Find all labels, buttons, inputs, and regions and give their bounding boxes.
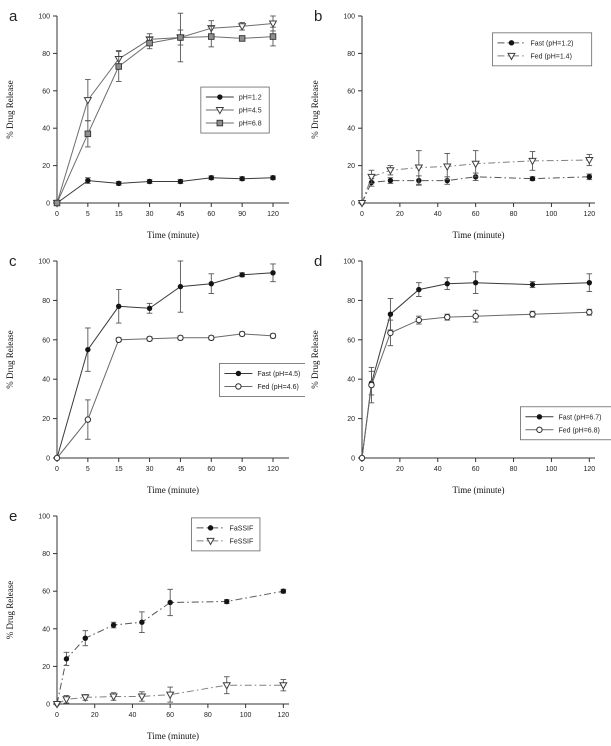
svg-text:20: 20 bbox=[42, 163, 50, 171]
svg-text:Time (minute): Time (minute) bbox=[452, 230, 505, 240]
svg-text:60: 60 bbox=[42, 337, 50, 345]
svg-text:a: a bbox=[9, 8, 18, 25]
svg-text:pH=6.8: pH=6.8 bbox=[238, 120, 262, 128]
svg-text:0: 0 bbox=[351, 200, 355, 208]
svg-text:100: 100 bbox=[38, 258, 50, 266]
panel-a-cell bbox=[0, 0, 305, 245]
svg-text:Fed (pH=4.6): Fed (pH=4.6) bbox=[257, 383, 299, 391]
svg-text:20: 20 bbox=[90, 712, 99, 719]
svg-text:Fast (pH=4.5): Fast (pH=4.5) bbox=[257, 370, 301, 378]
svg-text:120: 120 bbox=[583, 466, 596, 473]
svg-text:120: 120 bbox=[267, 211, 279, 218]
svg-text:20: 20 bbox=[395, 211, 404, 218]
svg-text:40: 40 bbox=[347, 376, 355, 384]
svg-text:30: 30 bbox=[145, 211, 154, 218]
svg-text:0: 0 bbox=[46, 200, 50, 208]
svg-text:100: 100 bbox=[38, 13, 50, 21]
svg-text:Time (minute): Time (minute) bbox=[147, 485, 199, 495]
svg-text:Time (minute): Time (minute) bbox=[147, 731, 199, 741]
svg-text:90: 90 bbox=[238, 211, 247, 218]
svg-text:d: d bbox=[314, 253, 323, 270]
svg-text:45: 45 bbox=[176, 211, 185, 218]
svg-text:100: 100 bbox=[38, 513, 50, 521]
panel-c-chart bbox=[0, 245, 305, 500]
svg-text:FeSSIF: FeSSIF bbox=[229, 538, 254, 546]
svg-text:0: 0 bbox=[360, 211, 364, 218]
svg-text:30: 30 bbox=[145, 466, 154, 473]
svg-text:80: 80 bbox=[347, 297, 355, 305]
svg-text:b: b bbox=[314, 8, 323, 25]
panel-a-chart bbox=[0, 0, 305, 245]
svg-text:% Drug Release: % Drug Release bbox=[5, 330, 15, 389]
svg-text:100: 100 bbox=[343, 13, 355, 21]
svg-text:% Drug Release: % Drug Release bbox=[310, 330, 320, 389]
svg-text:Time (minute): Time (minute) bbox=[452, 485, 505, 495]
panel-c-cell bbox=[0, 245, 305, 500]
svg-text:0: 0 bbox=[351, 455, 355, 463]
svg-text:pH=4.5: pH=4.5 bbox=[238, 107, 262, 115]
svg-text:120: 120 bbox=[583, 211, 596, 218]
svg-text:FaSSIF: FaSSIF bbox=[229, 525, 254, 533]
svg-text:15: 15 bbox=[114, 466, 123, 473]
svg-text:40: 40 bbox=[433, 466, 442, 473]
svg-text:45: 45 bbox=[176, 466, 185, 473]
svg-text:90: 90 bbox=[238, 466, 247, 473]
svg-text:60: 60 bbox=[471, 466, 480, 473]
svg-text:Fed (pH=6.8): Fed (pH=6.8) bbox=[558, 427, 600, 435]
svg-text:Fast (pH=6.7): Fast (pH=6.7) bbox=[558, 414, 602, 422]
svg-text:40: 40 bbox=[347, 125, 355, 133]
svg-text:40: 40 bbox=[42, 626, 50, 634]
svg-text:20: 20 bbox=[347, 163, 355, 171]
svg-text:0: 0 bbox=[46, 455, 50, 463]
svg-text:0: 0 bbox=[46, 701, 50, 709]
panel-e-chart bbox=[0, 500, 305, 746]
svg-text:40: 40 bbox=[42, 376, 50, 384]
svg-text:80: 80 bbox=[42, 297, 50, 305]
svg-text:20: 20 bbox=[42, 416, 50, 424]
svg-text:60: 60 bbox=[166, 712, 175, 719]
svg-text:% Drug Release: % Drug Release bbox=[5, 580, 15, 640]
svg-text:Time (minute): Time (minute) bbox=[147, 230, 199, 240]
svg-text:80: 80 bbox=[42, 551, 50, 559]
panel-b-cell bbox=[305, 0, 611, 245]
svg-text:100: 100 bbox=[545, 211, 558, 218]
svg-text:% Drug Release: % Drug Release bbox=[5, 80, 15, 139]
svg-text:40: 40 bbox=[42, 125, 50, 133]
svg-text:100: 100 bbox=[545, 466, 558, 473]
svg-text:60: 60 bbox=[347, 337, 355, 345]
svg-text:80: 80 bbox=[509, 466, 518, 473]
panel-d-cell bbox=[305, 245, 611, 500]
svg-text:c: c bbox=[9, 253, 17, 270]
svg-text:0: 0 bbox=[55, 211, 59, 218]
svg-text:Fast (pH=1.2): Fast (pH=1.2) bbox=[530, 40, 574, 48]
svg-text:20: 20 bbox=[395, 466, 404, 473]
svg-text:Fed (pH=1.4): Fed (pH=1.4) bbox=[530, 53, 572, 61]
panel-e-cell bbox=[0, 500, 305, 746]
svg-text:20: 20 bbox=[42, 663, 50, 671]
svg-text:e: e bbox=[9, 508, 18, 525]
svg-text:120: 120 bbox=[267, 466, 279, 473]
svg-text:pH=1.2: pH=1.2 bbox=[238, 94, 262, 102]
panel-b-chart bbox=[305, 0, 611, 245]
svg-text:100: 100 bbox=[343, 258, 355, 266]
svg-text:80: 80 bbox=[42, 50, 50, 58]
svg-text:60: 60 bbox=[347, 88, 355, 96]
svg-text:80: 80 bbox=[509, 211, 518, 218]
empty-cell bbox=[305, 500, 611, 746]
svg-text:0: 0 bbox=[360, 466, 364, 473]
svg-text:60: 60 bbox=[42, 88, 50, 96]
svg-text:20: 20 bbox=[347, 416, 355, 424]
svg-text:0: 0 bbox=[55, 712, 59, 719]
svg-text:5: 5 bbox=[85, 466, 90, 473]
svg-text:40: 40 bbox=[433, 211, 442, 218]
svg-text:5: 5 bbox=[85, 211, 90, 218]
panel-d-chart bbox=[305, 245, 611, 500]
svg-text:15: 15 bbox=[114, 211, 123, 218]
svg-text:80: 80 bbox=[347, 50, 355, 58]
svg-text:80: 80 bbox=[203, 712, 212, 719]
svg-text:% Drug Release: % Drug Release bbox=[310, 80, 320, 139]
svg-text:40: 40 bbox=[128, 712, 137, 719]
svg-text:120: 120 bbox=[277, 712, 290, 719]
svg-text:60: 60 bbox=[471, 211, 480, 218]
svg-text:60: 60 bbox=[42, 588, 50, 596]
svg-text:60: 60 bbox=[207, 211, 216, 218]
svg-text:60: 60 bbox=[207, 466, 216, 473]
svg-text:100: 100 bbox=[239, 712, 252, 719]
svg-text:0: 0 bbox=[55, 466, 59, 473]
